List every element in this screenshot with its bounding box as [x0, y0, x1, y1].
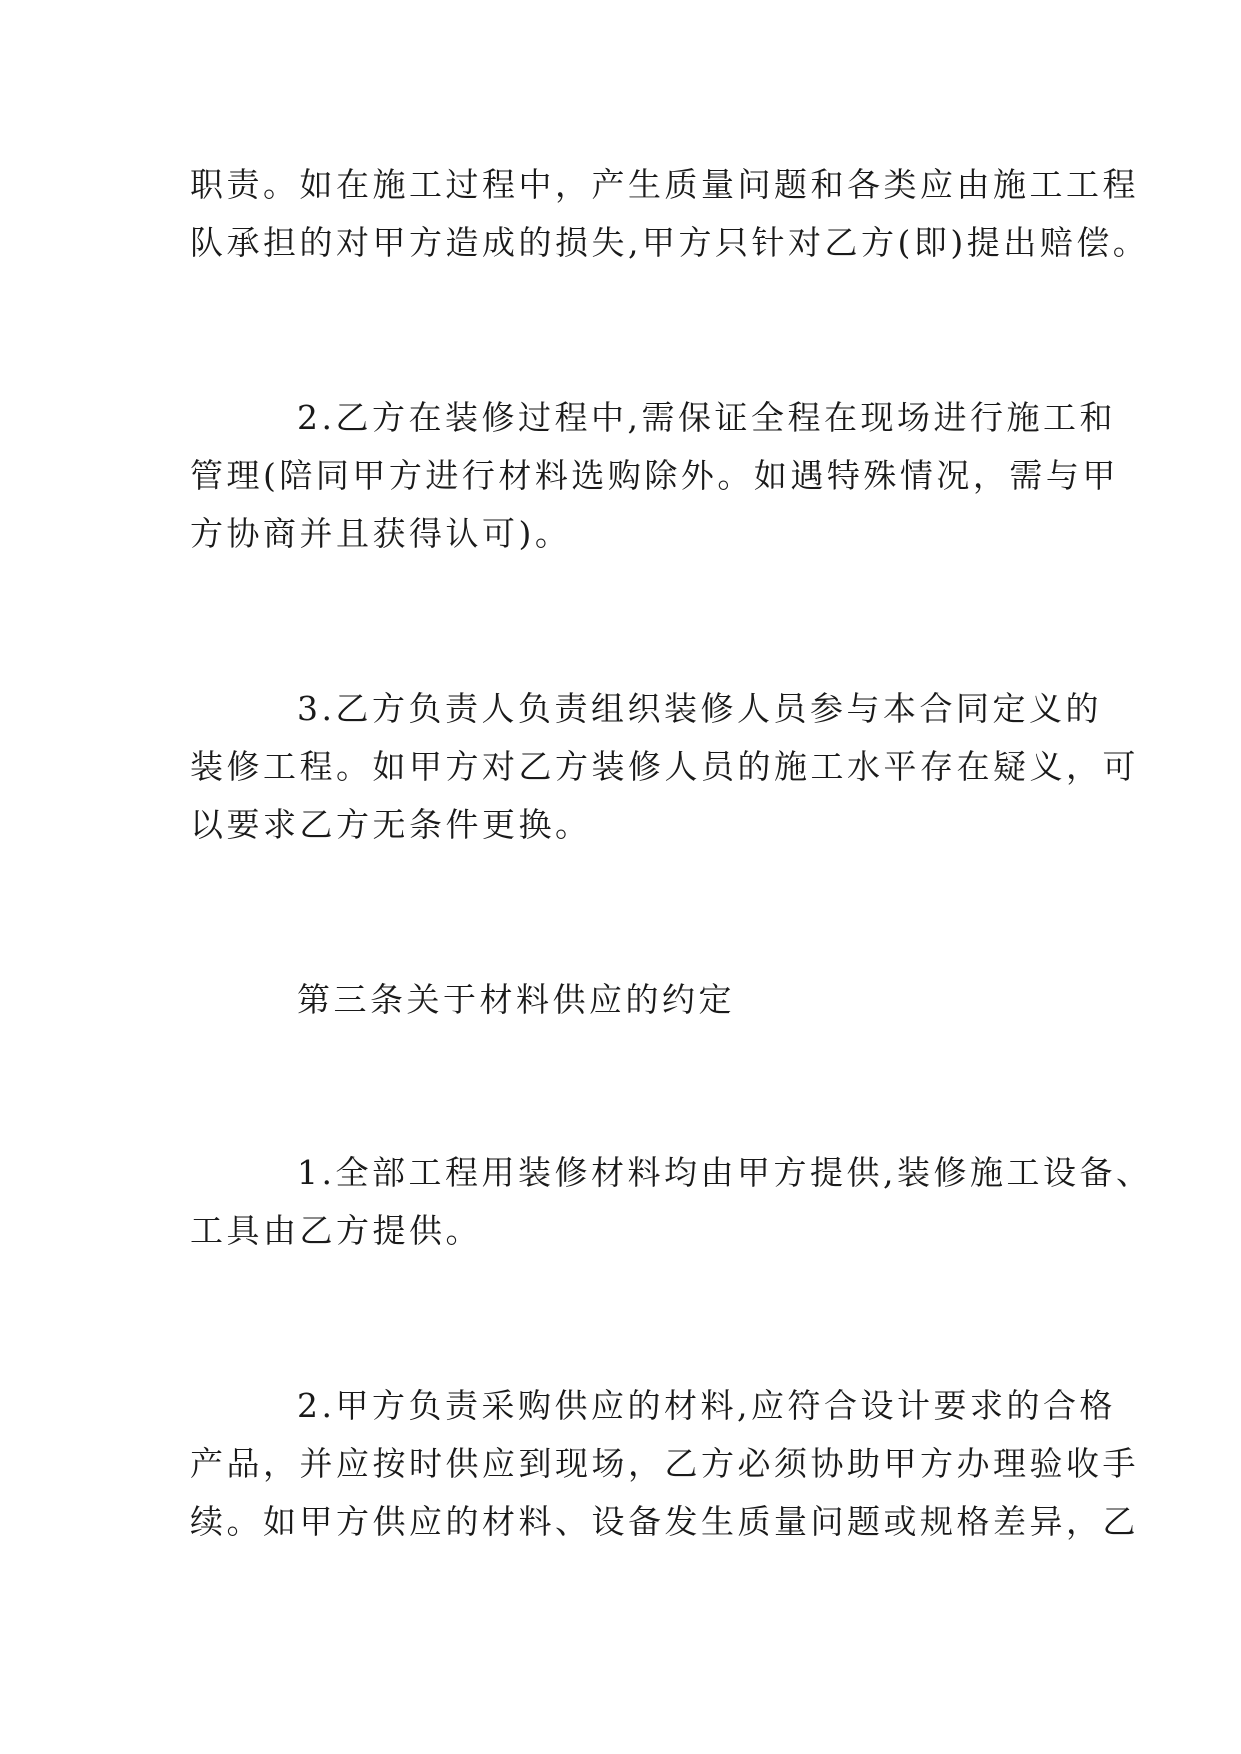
text-line: 工具由乙方提供。: [190, 1211, 482, 1250]
section-heading: 第三条关于材料供应的约定: [297, 980, 735, 1019]
text-line: 2.乙方在装修过程中,需保证全程在现场进行施工和: [297, 398, 1116, 437]
text-line: 队承担的对甲方造成的损失,甲方只针对乙方(即)提出赔偿。: [190, 223, 1150, 262]
text-line: 方协商并且获得认可)。: [190, 514, 572, 553]
text-line: 职责。如在施工过程中，产生质量问题和各类应由施工工程: [190, 165, 1139, 204]
text-line: 产品，并应按时供应到现场，乙方必须协助甲方办理验收手: [190, 1444, 1139, 1483]
text-line: 管理(陪同甲方进行材料选购除外。如遇特殊情况，需与甲: [190, 456, 1119, 495]
text-line: 装修工程。如甲方对乙方装修人员的施工水平存在疑义，可: [190, 747, 1139, 786]
text-line: 以要求乙方无条件更换。: [190, 805, 592, 844]
text-line: 2.甲方负责采购供应的材料,应符合设计要求的合格: [297, 1386, 1116, 1425]
text-line: 1.全部工程用装修材料均由甲方提供,装修施工设备、: [297, 1153, 1153, 1192]
text-line: 续。如甲方供应的材料、设备发生质量问题或规格差异，乙: [190, 1502, 1139, 1541]
text-line: 3.乙方负责人负责组织装修人员参与本合同定义的: [297, 689, 1102, 728]
